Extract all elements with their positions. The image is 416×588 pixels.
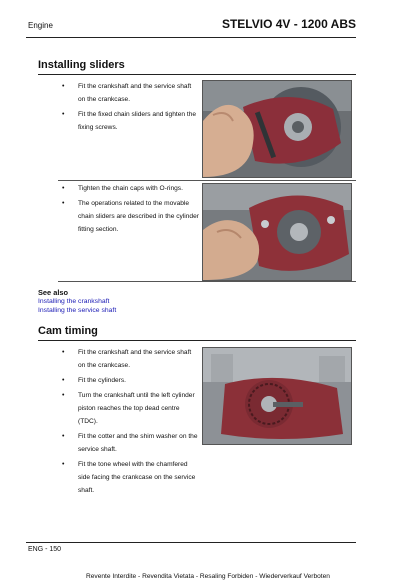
row-divider [58, 281, 356, 282]
step-item: • The operations related to the movable chain sliders are described in the cylinder fitting section. [60, 197, 200, 236]
installing-sliders-steps-2 [60, 182, 200, 238]
photo-chain-caps [202, 183, 352, 281]
link-installing-crankshaft[interactable]: Installing the crankshaft [38, 298, 110, 305]
step-item: • Fit the fixed chain sliders and tighten the fixing screws. [60, 108, 200, 134]
cam-timing-heading-rule [38, 340, 356, 341]
step-item: • Fit the crankshaft and the service shaft on the crankcase. [60, 346, 200, 372]
header-section-label: Engine [28, 21, 53, 30]
step-item: • Turn the crankshaft until the left cylinder piston reaches the top dead centre (TDC). [60, 389, 200, 428]
cam-timing-heading: Cam timing [38, 325, 98, 337]
installing-sliders-heading: Installing sliders [38, 59, 125, 71]
installing-sliders-steps-1 [60, 80, 200, 136]
step-item: • Tighten the chain caps with O-rings. [60, 182, 200, 195]
step-item: • Fit the cylinders. [60, 374, 200, 387]
page-number: ENG - 150 [28, 546, 62, 553]
cam-timing-steps [60, 346, 200, 499]
header-divider [26, 37, 356, 38]
row-divider [58, 180, 356, 181]
link-installing-service-shaft[interactable]: Installing the service shaft [38, 307, 117, 314]
installing-sliders-heading-rule [38, 74, 356, 75]
photo-tone-wheel [202, 347, 352, 445]
step-item: • Fit the crankshaft and the service shaft on the crankcase. [60, 80, 200, 106]
photo-fixed-chain-sliders [202, 80, 352, 178]
see-also-title: See also [38, 288, 68, 297]
step-item: • Fit the cotter and the shim washer on the service shaft. [60, 430, 200, 456]
legal-notice: Revente Interdite - Revendita Vietata - Resaling Forbiden - Wiederverkauf Verboten [86, 573, 330, 580]
step-item: • Fit the tone wheel with the chamfered side facing the crankcase on the service shaft. [60, 458, 200, 497]
footer-divider [26, 542, 356, 543]
header-model-title: STELVIO 4V - 1200 ABS [221, 17, 356, 31]
